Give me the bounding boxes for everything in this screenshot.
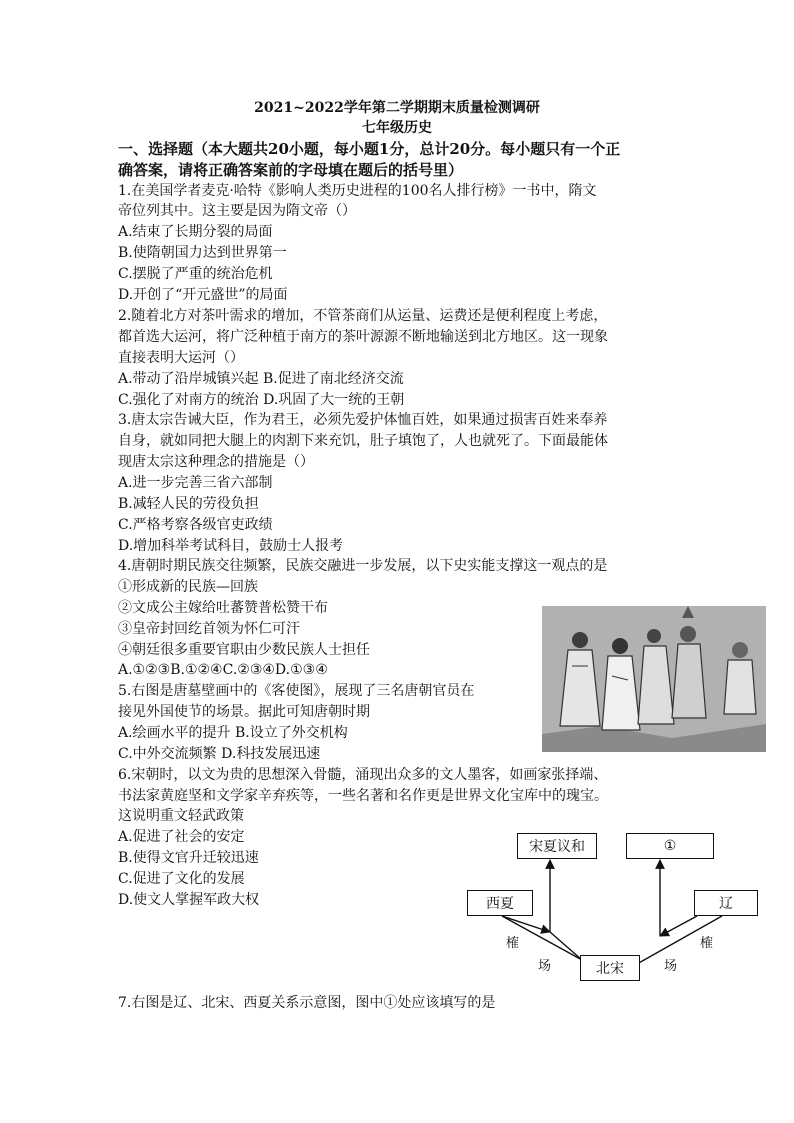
q6-stem-line3: 这说明重文轻武政策: [118, 808, 244, 824]
q2-options-ab: A.带动了沿岸城镇兴起 B.促进了南北经济交流: [118, 371, 404, 387]
q2-stem-line2: 都首选大运河，将广泛种植于南方的茶叶源源不断地输送到北方地区。这一现象: [118, 329, 608, 345]
box-liao: 辽: [694, 890, 758, 916]
tang-mural-painting: [542, 606, 766, 752]
q5-stem-line1: 5.右图是唐墓壁画中的《客使图》，展现了三名唐朝官员在: [118, 683, 475, 699]
q6-stem-line1: 6.宋朝时，以文为贵的思想深入骨髓，涌现出众多的文人墨客，如画家张择端、: [118, 767, 608, 783]
q2-stem-line3: 直接表明大运河（）: [118, 350, 244, 366]
q3-stem-line1: 3.唐太宗告诫大臣，作为君王，必须先爱护体恤百姓，如果通过损害百姓来奉养: [118, 412, 608, 428]
q3-option-c: C.严格考察各级官吏政绩: [118, 517, 273, 533]
q4-stem: 4.唐朝时期民族交往频繁，民族交融进一步发展，以下史实能支撑这一观点的是: [118, 558, 608, 574]
q3-stem-line2: 自身，就如同把大腿上的肉割下来充饥，肚子填饱了，人也就死了。下面最能体: [118, 433, 608, 449]
q1-option-b: B.使隋朝国力达到世界第一: [118, 245, 287, 261]
q6-option-d: D.使文人掌握军政大权: [118, 892, 260, 908]
q6-option-a: A.促进了社会的安定: [118, 829, 245, 845]
q6-option-b: B.使得文官升迁较迅速: [118, 850, 259, 866]
q1-stem-line2: 帝位列其中。这主要是因为隋文帝（）: [118, 203, 356, 219]
section-heading-line1: 一、选择题（本大题共20小题，每小题1分，总计20分。每小题只有一个正: [118, 140, 621, 158]
box-beisong: 北宋: [580, 955, 640, 981]
q3-option-d: D.增加科举考试科目，鼓励士人报考: [118, 538, 344, 554]
box-blank-1: ①: [626, 833, 714, 859]
q3-option-b: B.减轻人民的劳役负担: [118, 496, 259, 512]
q4-item-2: ②文成公主嫁给吐蕃赞普松赞干布: [118, 600, 328, 616]
q1-stem-line1: 1.在美国学者麦克·哈特《影响人类历史进程的100名人排行榜》一书中，隋文: [118, 183, 597, 199]
label-left-chang: 场: [538, 959, 552, 974]
q2-options-cd: C.强化了对南方的统治 D.巩固了大一统的王朝: [118, 392, 405, 408]
q5-options-ab: A.绘画水平的提升 B.设立了外交机构: [118, 725, 348, 741]
exam-subtitle: 七年级历史: [362, 120, 432, 136]
q1-option-a: A.结束了长期分裂的局面: [118, 224, 273, 240]
q4-item-3: ③皇帝封回纥首领为怀仁可汗: [118, 621, 300, 637]
section-heading-line2: 确答案，请将正确答案前的字母填在题后的括号里）: [118, 161, 464, 179]
q4-item-4: ④朝廷很多重要官职由少数民族人士担任: [118, 642, 370, 658]
box-song-xia-peace: 宋夏议和: [517, 833, 597, 859]
q6-stem-line2: 书法家黄庭坚和文学家辛弃疾等，一些名著和名作更是世界文化宝库中的瑰宝。: [118, 788, 608, 804]
q6-option-c: C.促进了文化的发展: [118, 871, 245, 887]
q4-item-1: ①形成新的民族—回族: [118, 579, 258, 595]
q3-option-a: A.进一步完善三省六部制: [118, 475, 273, 491]
q3-stem-line3: 现唐太宗这种理念的措施是（）: [118, 454, 314, 470]
label-right-chang: 场: [664, 959, 678, 974]
q1-option-d: D.开创了“开元盛世”的局面: [118, 287, 288, 303]
q5-stem-line2: 接见外国使节的场景。据此可知唐朝时期: [118, 704, 370, 720]
exam-title: 2021~2022学年第二学期期末质量检测调研: [254, 100, 540, 116]
q1-option-c: C.摆脱了严重的统治危机: [118, 266, 273, 282]
box-xixia: 西夏: [467, 890, 533, 916]
q4-choices: A.①②③B.①②④C.②③④D.①③④: [118, 662, 328, 678]
label-right-que: 榷: [700, 936, 714, 951]
q5-options-cd: C.中外交流频繁 D.科技发展迅速: [118, 746, 321, 762]
q7-stem: 7.右图是辽、北宋、西夏关系示意图，图中①处应该填写的是: [118, 995, 496, 1011]
q2-stem-line1: 2.随着北方对茶叶需求的增加，不管茶商们从运量、运费还是便利程度上考虑，: [118, 308, 608, 324]
label-left-que: 榷: [506, 936, 520, 951]
